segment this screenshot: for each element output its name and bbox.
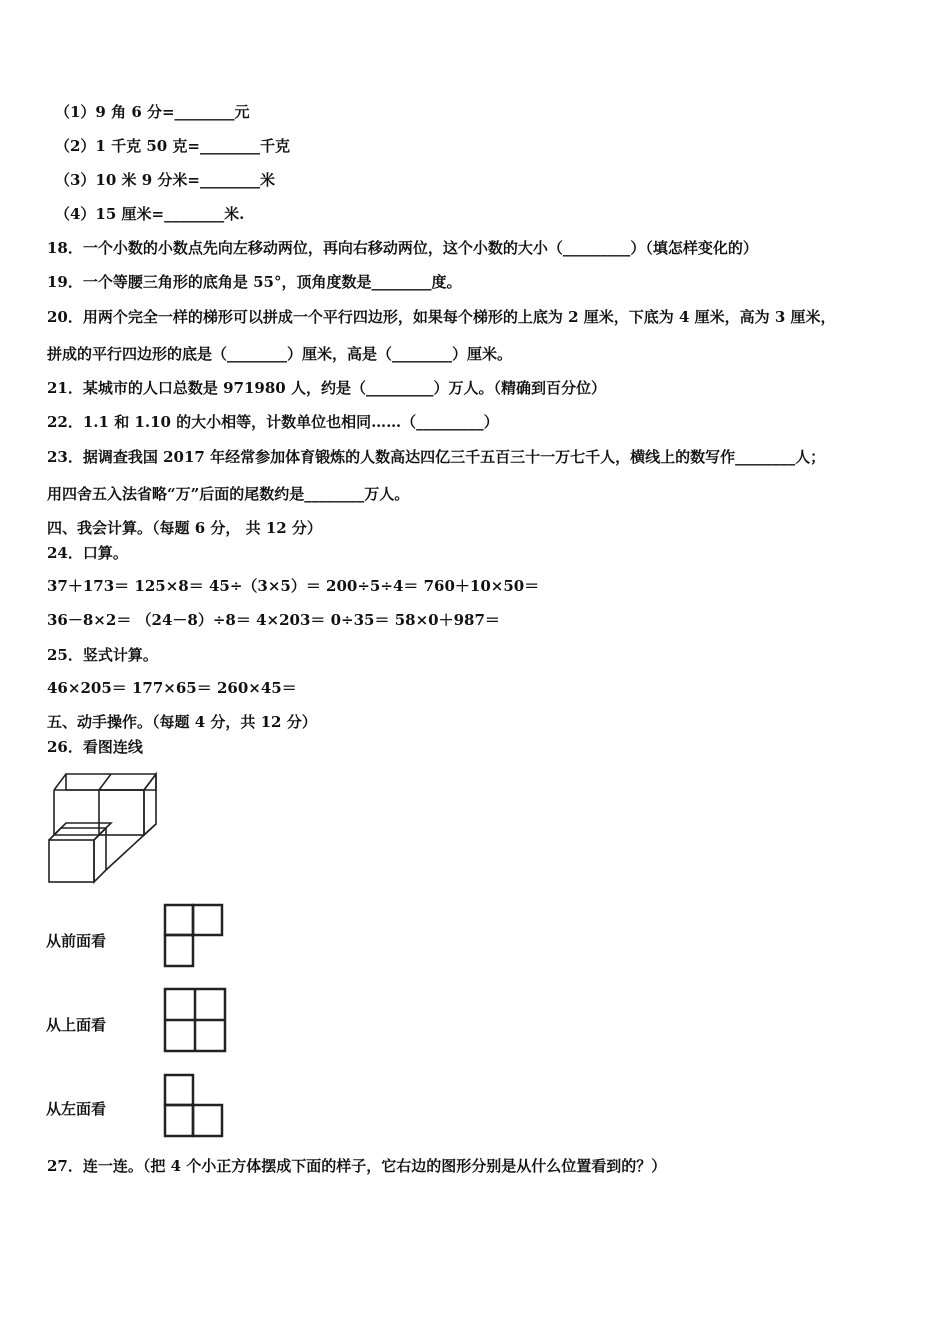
question-25: 25．竖式计算。 (47, 646, 158, 664)
question-23-line1: 23．据调查我国 2017 年经常参加体育锻炼的人数高达四亿三千五百三十一万七千人，横线上的数写作________人； (47, 448, 826, 466)
label-front-view: 从前面看 (46, 932, 107, 950)
q17-part4: （4）15 厘米=________米. (55, 205, 245, 223)
vertical-calc-row: 46×205＝ 177×65＝ 260×45＝ (47, 679, 297, 697)
section-5-heading: 五、动手操作。（每题 4 分，共 12 分） (47, 713, 317, 731)
q17-part3: （3）10 米 9 分米=________米 (55, 171, 275, 189)
left-view-shape (162, 1072, 226, 1140)
question-20-line2: 拼成的平行四边形的底是（________）厘米，高是（________）厘米。 (47, 345, 513, 363)
mental-math-row-1: 37＋173＝ 125×8＝ 45÷（3×5）＝ 200÷5÷4＝ 760＋10×50＝ (47, 577, 540, 595)
front-view-shape (162, 902, 226, 970)
question-23-line2: 用四舍五入法省略“万”后面的尾数约是________万人。 (47, 485, 410, 503)
top-view-shape (162, 986, 228, 1054)
question-26: 26．看图连线 (47, 738, 143, 756)
question-22: 22．1.1 和 1.10 的大小相等，计数单位也相同……（_________） (47, 413, 499, 431)
label-left-view: 从左面看 (46, 1100, 107, 1118)
mental-math-row-2: 36－8×2＝ （24－8）÷8＝ 4×203＝ 0÷35＝ 58×0＋987＝ (47, 611, 500, 629)
question-27: 27．连一连。（把 4 个小正方体摆成下面的样子，它右边的图形分别是从什么位置看到的？） (47, 1157, 667, 1175)
question-18: 18．一个小数的小数点先向左移动两位，再向右移动两位，这个小数的大小（_________）（填怎样变化的） (47, 239, 758, 257)
question-19: 19．一个等腰三角形的底角是 55°，顶角度数是________度。 (47, 273, 462, 291)
label-top-view: 从上面看 (46, 1016, 107, 1034)
q17-part1: （1）9 角 6 分=________元 (55, 103, 250, 121)
question-24: 24．口算。 (47, 544, 128, 562)
section-4-heading: 四、我会计算。（每题 6 分， 共 12 分） (47, 519, 322, 537)
q17-part2: （2）1 千克 50 克=________千克 (55, 137, 290, 155)
question-21: 21．某城市的人口总数是 971980 人，约是（_________）万人。（精确到百分位） (47, 379, 606, 397)
question-20-line1: 20．用两个完全一样的梯形可以拼成一个平行四边形，如果每个梯形的上底为 2 厘米，下底为 4 厘米，高为 3 厘米， (47, 308, 836, 326)
cube-arrangement-figure (44, 768, 164, 888)
